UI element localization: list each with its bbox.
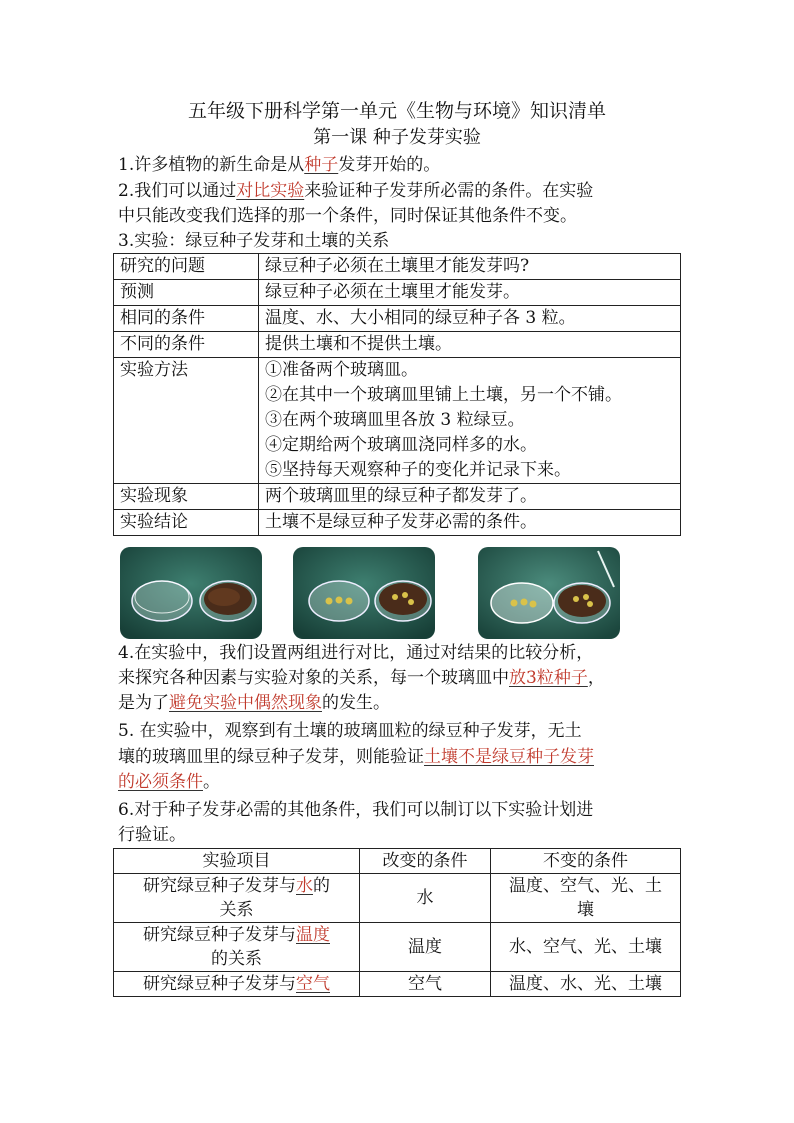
text-span: 研究绿豆种子发芽与	[143, 974, 296, 994]
table-row	[114, 923, 681, 972]
row-value: 提供土壤和不提供土壤。	[259, 332, 681, 358]
change-cell: 水	[360, 874, 491, 923]
text-span: 来验证种子发芽所必需的条件。在实验	[304, 181, 594, 201]
page-title: 五年级下册科学第一单元《生物与环境》知识清单	[187, 100, 606, 122]
paragraph-4-line-1: 4.在实验中，我们设置两组进行对比，通过对结果的比较分析，	[118, 643, 594, 663]
method-step: ③在两个玻璃皿里各放 3 粒绿豆。	[265, 410, 525, 430]
method-step: ⑤坚持每天观察种子的变化并记录下来。	[265, 460, 571, 480]
highlight-three-seeds: 放3粒种子	[509, 668, 588, 688]
same-cell	[491, 874, 681, 923]
conditions-table	[113, 848, 681, 997]
project-line: 关系	[219, 900, 254, 920]
table-row	[114, 972, 681, 997]
table-row	[114, 484, 681, 510]
change-cell: 空气	[360, 972, 491, 997]
text-span: 2.我们可以通过	[118, 181, 237, 201]
table-header-row	[114, 849, 681, 874]
row-value: 土壤不是绿豆种子发芽必需的条件。	[259, 510, 681, 536]
table-row	[114, 358, 681, 484]
paragraph-5-line-3	[118, 770, 680, 795]
text-span: 发芽开始的。	[338, 155, 441, 175]
method-step: ①准备两个玻璃皿。	[265, 360, 418, 380]
paragraph-6-line-1: 6.对于种子发芽必需的其他条件，我们可以制订以下实验计划进	[118, 800, 594, 820]
row-key: 相同的条件	[114, 306, 259, 332]
project-cell	[114, 972, 360, 997]
experiment-photos	[120, 547, 680, 639]
text-span: 的发生。	[322, 693, 390, 713]
highlight-water: 水	[296, 876, 313, 896]
highlight-seed: 种子	[304, 155, 339, 175]
row-value: 绿豆种子必须在土壤里才能发芽吗?	[259, 254, 681, 280]
paragraph-6-line-2: 行验证。	[118, 825, 186, 845]
project-line	[120, 923, 353, 947]
project-cell	[114, 923, 360, 972]
paragraph-5-line-2	[118, 745, 680, 770]
text-span: 是为了	[118, 693, 169, 713]
highlight-temperature: 温度	[296, 925, 330, 945]
paragraph-1	[118, 153, 680, 178]
row-key: 不同的条件	[114, 332, 259, 358]
paragraph-4-line-3	[118, 691, 680, 716]
same-line: 壤	[577, 900, 594, 920]
row-key: 实验方法	[114, 358, 259, 484]
highlight-necessary-condition: 的必须条件	[118, 772, 203, 792]
row-key: 实验现象	[114, 484, 259, 510]
highlight-soil-not-needed: 土壤不是绿豆种子发芽	[424, 747, 594, 767]
table-row	[114, 280, 681, 306]
table-row	[114, 306, 681, 332]
row-key: 研究的问题	[114, 254, 259, 280]
paragraph-4-line-2	[118, 666, 680, 691]
row-value: 温度、水、大小相同的绿豆种子各 3 粒。	[259, 306, 681, 332]
row-key: 实验结论	[114, 510, 259, 536]
table-row	[114, 510, 681, 536]
text-span: 研究绿豆种子发芽与	[143, 876, 296, 896]
photo-seeds-placed	[293, 547, 435, 639]
header-cell: 实验项目	[114, 849, 360, 874]
method-step: ②在其中一个玻璃皿里铺上土壤，另一个不铺。	[265, 385, 622, 405]
text-span: 的	[313, 876, 330, 896]
paragraph-3: 3.实验：绿豆种子发芽和土壤的关系	[118, 231, 390, 251]
method-step: ④定期给两个玻璃皿浇同样多的水。	[265, 435, 537, 455]
experiment-table	[113, 253, 681, 536]
same-line: 温度、空气、光、土	[509, 876, 662, 896]
lesson-subtitle: 第一课 种子发芽实验	[313, 127, 481, 148]
project-line: 的关系	[211, 949, 262, 969]
table-row	[114, 874, 681, 923]
same-cell: 温度、水、光、土壤	[491, 972, 681, 997]
method-steps	[259, 358, 681, 484]
table-row	[114, 332, 681, 358]
row-key: 预测	[114, 280, 259, 306]
row-value: 绿豆种子必须在土壤里才能发芽。	[259, 280, 681, 306]
paragraph-5-line-1: 5. 在实验中，观察到有土壤的玻璃皿粒的绿豆种子发芽，无土	[118, 721, 582, 741]
highlight-avoid-chance: 避免实验中偶然现象	[169, 693, 322, 713]
project-line	[120, 972, 353, 996]
highlight-comparison-experiment: 对比实验	[236, 181, 305, 201]
header-cell: 改变的条件	[360, 849, 491, 874]
photo-empty-dishes	[120, 547, 262, 639]
highlight-air: 空气	[296, 974, 330, 994]
change-cell: 温度	[360, 923, 491, 972]
text-span: ，	[587, 668, 605, 688]
photo-watering	[478, 547, 620, 639]
text-span: 壤的玻璃皿里的绿豆种子发芽，则能验证	[118, 747, 424, 767]
text-span: 1.许多植物的新生命是从	[118, 155, 305, 175]
text-span: 研究绿豆种子发芽与	[143, 925, 296, 945]
row-value: 两个玻璃皿里的绿豆种子都发芽了。	[259, 484, 681, 510]
text-span: 来探究各种因素与实验对象的关系，每一个玻璃皿中	[118, 668, 509, 688]
paragraph-2-line-1	[118, 179, 680, 204]
text-span: 。	[203, 772, 220, 792]
paragraph-2-line-2: 中只能改变我们选择的那一个条件，同时保证其他条件不变。	[118, 206, 577, 226]
table-row	[114, 254, 681, 280]
same-cell: 水、空气、光、土壤	[491, 923, 681, 972]
header-cell: 不变的条件	[491, 849, 681, 874]
project-cell	[114, 874, 360, 923]
project-line	[120, 874, 353, 898]
